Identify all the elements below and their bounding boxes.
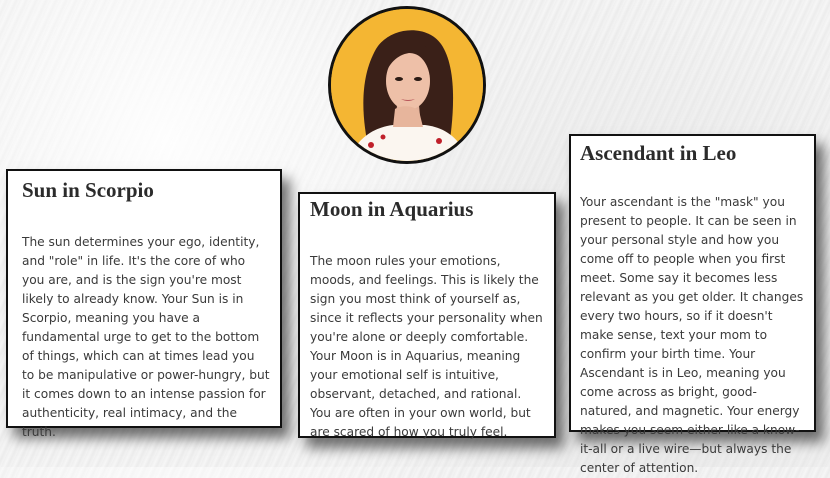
ascendant-sign-card bbox=[569, 134, 816, 476]
portrait-illustration bbox=[331, 9, 483, 161]
sun-sign-title: Sun in Scorpio bbox=[22, 178, 154, 202]
ascendant-sign-description: Your ascendant is the "mask" you present to people. It can be seen in your personal style and how you come off to people when you first meet. Some say it becomes less relevant as you get older. It changes every two hours, so if it doesn't make sense, text your mom to confirm your birth time. Your Ascendant is in Leo, meaning you come across as bright, good-natured, and magnetic. Your energy makes you seem either like a know-it-all or a live wire—but always the center of attention. bbox=[580, 195, 804, 476]
moon-sign-description: The moon rules your emotions, moods, and feelings. This is likely the sign you most think of yourself as, since it reflects your personality when you're alone or deeply comfortable. Your Moon is in Aquarius, meaning your emotional self is intuitive, observant, detached, and rational. You are often in your own world, but are scared of how you truly feel. bbox=[310, 254, 543, 440]
portrait-avatar bbox=[328, 6, 486, 164]
moon-sign-card bbox=[298, 192, 556, 438]
sun-sign-description: The sun determines your ego, identity, and "role" in life. It's the core of who you are, and is the sign you're most likely to already know. Your Sun is in Scorpio, meaning you have a fundamental urge to get to the bottom of things, which can at times lead you to be manipulative or power-hungry, but it comes down to an intense passion for authenticity, real intimacy, and the truth. bbox=[22, 235, 270, 440]
sun-sign-card bbox=[6, 169, 282, 440]
moon-sign-title: Moon in Aquarius bbox=[310, 197, 474, 221]
ascendant-sign-title: Ascendant in Leo bbox=[580, 141, 737, 165]
